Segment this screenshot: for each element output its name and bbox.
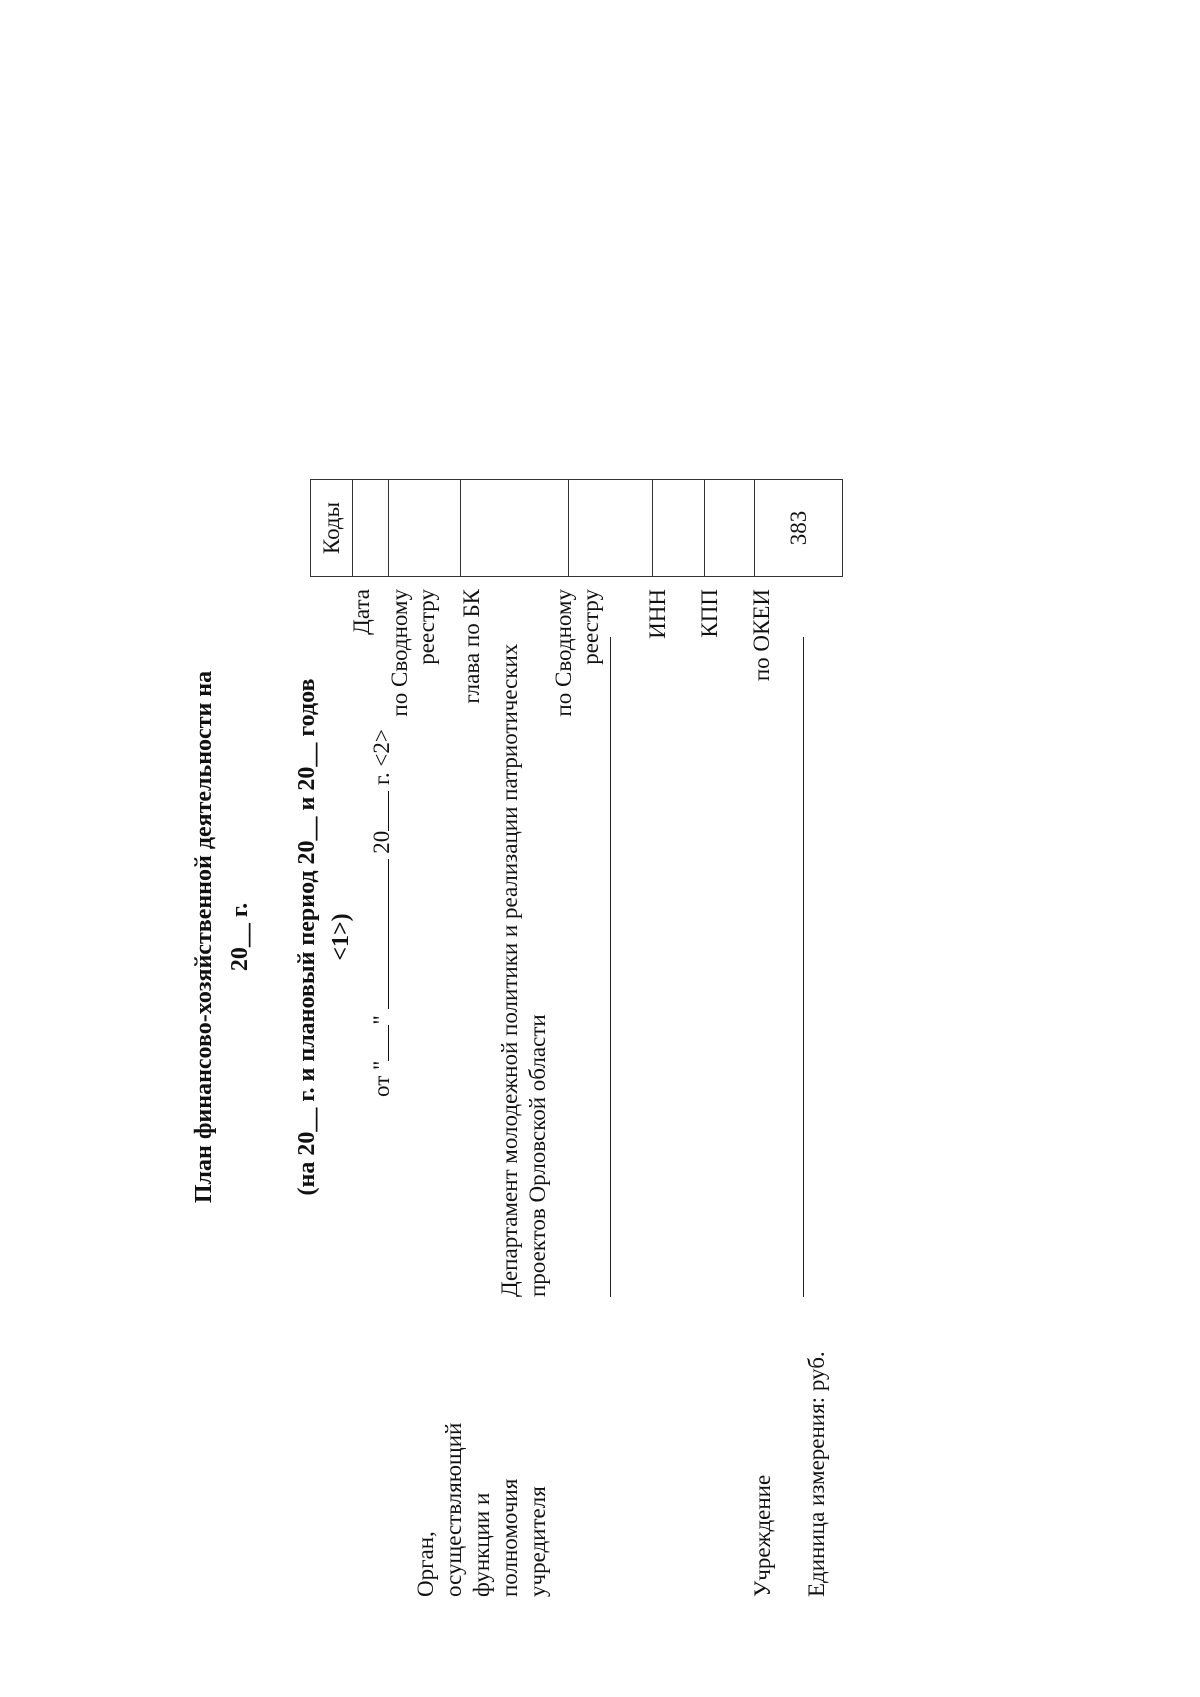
document-title [186,557,258,1317]
subtitle-line-2: <1>) [328,913,354,961]
codes-row-label: по Сводному реестру [387,589,439,717]
date-prefix: от " [369,1060,394,1097]
institution-underline [803,637,804,1297]
institution-label: Учреждение [750,1474,775,1597]
codes-cell: 383 [755,480,843,577]
title-line-1: План финансово-хозяйственной деятельности на [191,670,217,1204]
codes-row-label: по ОКЕИ [749,589,774,682]
date-year: 20 [369,830,394,854]
codes-cell [569,480,653,577]
founder-underline [610,637,611,1297]
day-blank [368,1025,389,1061]
codes-cell [389,480,461,577]
codes-cell [461,480,569,577]
codes-table [310,479,843,577]
codes-header: Коды [311,480,353,577]
codes-cell [705,480,755,577]
codes-row-label: Дата [349,589,374,635]
codes-cell [653,480,705,577]
unit-label: Единица измерения: руб. [804,1351,829,1597]
codes-row-label: по Сводному реестру [551,589,603,717]
founder-label: Орган, осуществляющий функции и полномочия учредителя [413,1422,550,1597]
codes-cell [353,480,389,577]
title-line-2: 20__ г. [227,902,253,972]
subtitle-line-1: (на 20__ г. и плановый период 20__ и 20__ годов [294,678,320,1196]
year-blank [368,791,389,831]
codes-row-label: ИНН [645,589,670,639]
codes-row-label: КПП [697,589,722,638]
date-suffix: г. <2> [369,729,394,785]
codes-row-label: глава по БК [459,589,484,704]
date-quote: " [369,1015,394,1025]
founder-name: Департамент молодежной политики и реализации патриотических проектов Орловской области [497,643,550,1297]
month-blank [368,859,389,1009]
